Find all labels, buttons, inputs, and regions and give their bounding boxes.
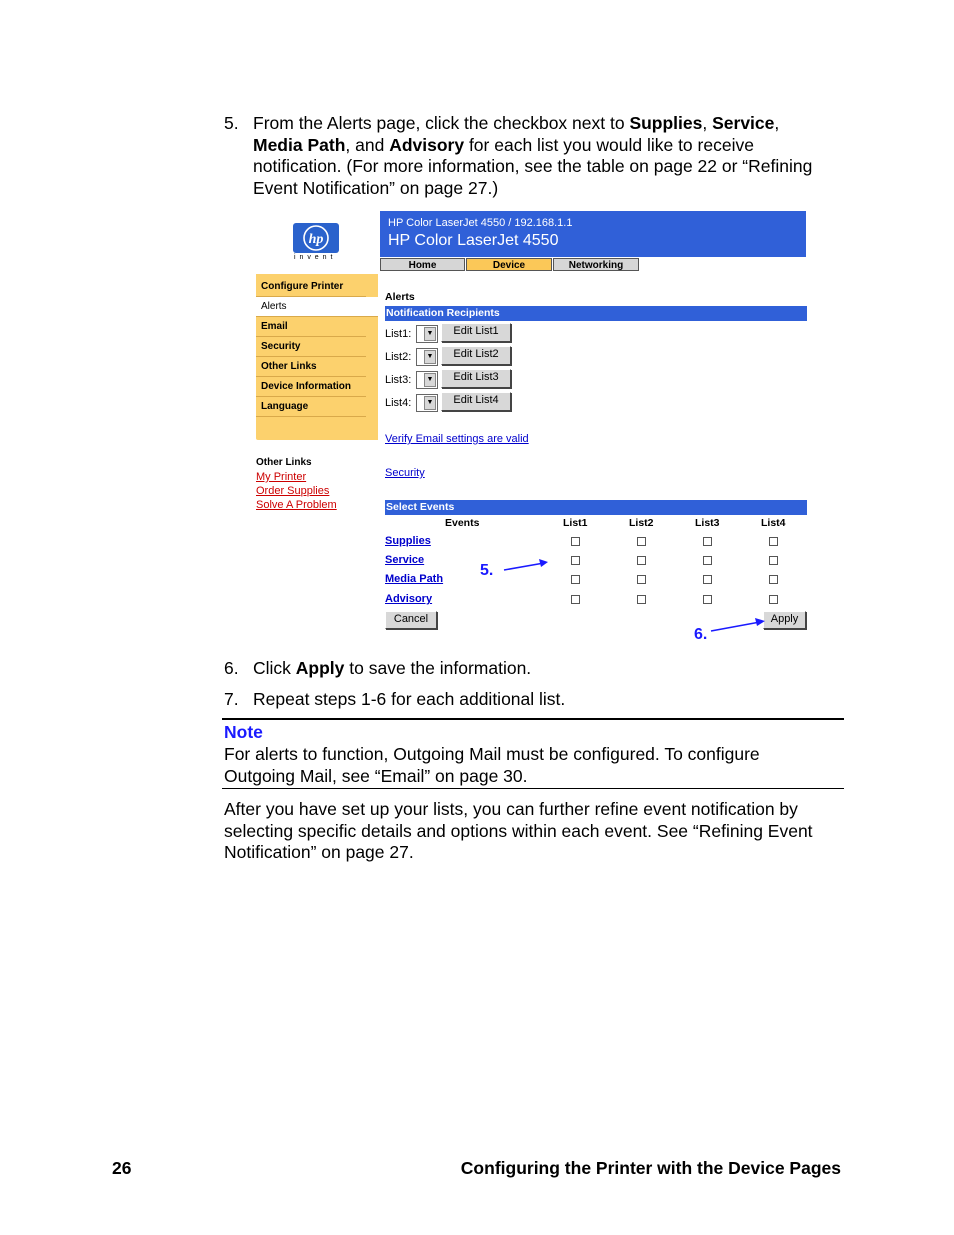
tab-home[interactable]: Home	[380, 258, 465, 271]
cancel-button[interactable]: Cancel	[385, 611, 437, 629]
footer-title: Configuring the Printer with the Device Pages	[460, 1158, 841, 1178]
list1-label: List1:	[385, 328, 412, 340]
other-links-heading: Other Links	[256, 457, 312, 468]
tab-networking[interactable]: Networking	[553, 258, 639, 271]
chevron-down-icon: ▼	[424, 327, 436, 341]
step-number: 5.	[224, 113, 239, 133]
link-order-supplies[interactable]: Order Supplies	[256, 485, 330, 497]
edit-list2-button[interactable]: Edit List2	[441, 346, 511, 365]
list3-select[interactable]	[416, 371, 438, 389]
event-checkbox[interactable]	[637, 595, 646, 604]
step-text-bold: Apply	[295, 658, 345, 678]
hp-logo-icon	[293, 223, 339, 253]
callout-5-arrow-icon	[500, 555, 552, 575]
callout-5: 5.	[480, 562, 494, 579]
step-text-bold: Service	[712, 113, 775, 133]
chevron-down-icon: ▼	[424, 373, 436, 387]
events-column-header: Events	[445, 517, 480, 529]
sidebar-item-other-links[interactable]: Other Links	[256, 357, 366, 377]
sidebar-item-email[interactable]: Email	[256, 317, 366, 337]
logo-text: i n v e n t	[294, 254, 334, 261]
note-title: Note	[224, 722, 263, 742]
note-body: For alerts to function, Outgoing Mail must be configured. To configure Outgoing Mail, see “Email” on page 30.	[224, 744, 760, 786]
link-my-printer[interactable]: My Printer	[256, 471, 307, 483]
security-link[interactable]: Security	[385, 467, 425, 479]
page-title: Alerts	[385, 291, 415, 303]
list1-select[interactable]	[416, 325, 438, 343]
step-text-part: ,	[702, 113, 713, 133]
body-paragraph: After you have set up your lists, you can further refine event notification by selecting specific details and options within each event. See “Refining Event Notification” on page 27.	[224, 799, 813, 862]
event-service[interactable]: Service	[385, 554, 425, 566]
event-checkbox[interactable]	[637, 537, 646, 546]
step-text-part: , and	[345, 134, 390, 155]
list4-label: List4:	[385, 397, 412, 409]
event-checkbox[interactable]	[703, 575, 712, 584]
list3-label: List3:	[385, 374, 412, 386]
tab-device[interactable]: Device	[466, 258, 552, 271]
sidebar-item-security[interactable]: Security	[256, 337, 366, 357]
callout-6: 6.	[694, 626, 708, 643]
verify-email-link[interactable]: Verify Email settings are valid	[385, 433, 529, 445]
sidebar-item-configure-printer[interactable]: Configure Printer	[256, 277, 366, 297]
chevron-down-icon: ▼	[424, 396, 436, 410]
step-text-part: From the Alerts page, click the checkbox next to	[253, 113, 630, 133]
event-advisory[interactable]: Advisory	[385, 593, 433, 605]
event-checkbox[interactable]	[571, 595, 580, 604]
step-text-bold: Media Path	[253, 134, 346, 155]
note-top-rule	[222, 718, 844, 720]
list2-column-header: List2	[629, 517, 654, 529]
footer-page-number: 26	[112, 1158, 132, 1178]
banner-subtitle: HP Color LaserJet 4550 / 192.168.1.1	[388, 217, 573, 229]
sidebar-item-alerts[interactable]: Alerts	[256, 297, 378, 317]
event-checkbox[interactable]	[637, 575, 646, 584]
list2-select[interactable]	[416, 348, 438, 366]
step-7-number: 7.	[224, 689, 239, 709]
event-checkbox[interactable]	[769, 595, 778, 604]
list4-column-header: List4	[761, 517, 786, 529]
select-events-header: Select Events	[385, 500, 807, 515]
hp-logo	[293, 223, 339, 253]
event-checkbox[interactable]	[571, 556, 580, 565]
event-checkbox[interactable]	[769, 575, 778, 584]
sidebar-item-language[interactable]: Language	[256, 397, 366, 417]
step-7-text: Repeat steps 1-6 for each additional list.	[253, 689, 566, 709]
step-text	[253, 113, 843, 199]
note-bottom-rule	[222, 788, 844, 789]
svg-text:hp: hp	[308, 232, 324, 247]
list4-select[interactable]	[416, 394, 438, 412]
edit-list1-button[interactable]: Edit List1	[441, 323, 511, 342]
event-checkbox[interactable]	[769, 537, 778, 546]
notification-recipients-header: Notification Recipients	[385, 306, 807, 321]
sidebar	[256, 274, 378, 440]
sidebar-item-device-information[interactable]: Device Information	[256, 377, 366, 397]
event-media-path[interactable]: Media Path	[385, 573, 444, 585]
event-checkbox[interactable]	[769, 556, 778, 565]
event-checkbox[interactable]	[703, 537, 712, 546]
step-6-text	[253, 658, 843, 680]
step-text-bold: Advisory	[389, 134, 465, 155]
chevron-down-icon: ▼	[424, 350, 436, 364]
step-text-part: Click	[253, 658, 296, 678]
device-banner	[380, 211, 806, 257]
event-checkbox[interactable]	[571, 575, 580, 584]
apply-button[interactable]: Apply	[763, 611, 806, 629]
event-checkbox[interactable]	[703, 556, 712, 565]
list2-label: List2:	[385, 351, 412, 363]
list3-column-header: List3	[695, 517, 720, 529]
event-supplies[interactable]: Supplies	[385, 535, 431, 547]
edit-list3-button[interactable]: Edit List3	[441, 369, 511, 388]
callout-6-arrow-icon	[708, 615, 768, 635]
step-text-part: ,	[774, 113, 780, 133]
edit-list4-button[interactable]: Edit List4	[441, 392, 511, 411]
event-checkbox[interactable]	[703, 595, 712, 604]
step-text-part: to save the information.	[344, 658, 532, 678]
list1-column-header: List1	[563, 517, 588, 529]
step-text-bold: Supplies	[629, 113, 703, 133]
banner-title: HP Color LaserJet 4550	[388, 232, 559, 249]
event-checkbox[interactable]	[571, 537, 580, 546]
step-6-number: 6.	[224, 658, 239, 678]
step-text-part: for each list you would like to receive notification. (For more information, see the table on page 22 or “Refining Event Notification” on page 27.)	[253, 134, 813, 198]
event-checkbox[interactable]	[637, 556, 646, 565]
link-solve-a-problem[interactable]: Solve A Problem	[256, 499, 337, 511]
